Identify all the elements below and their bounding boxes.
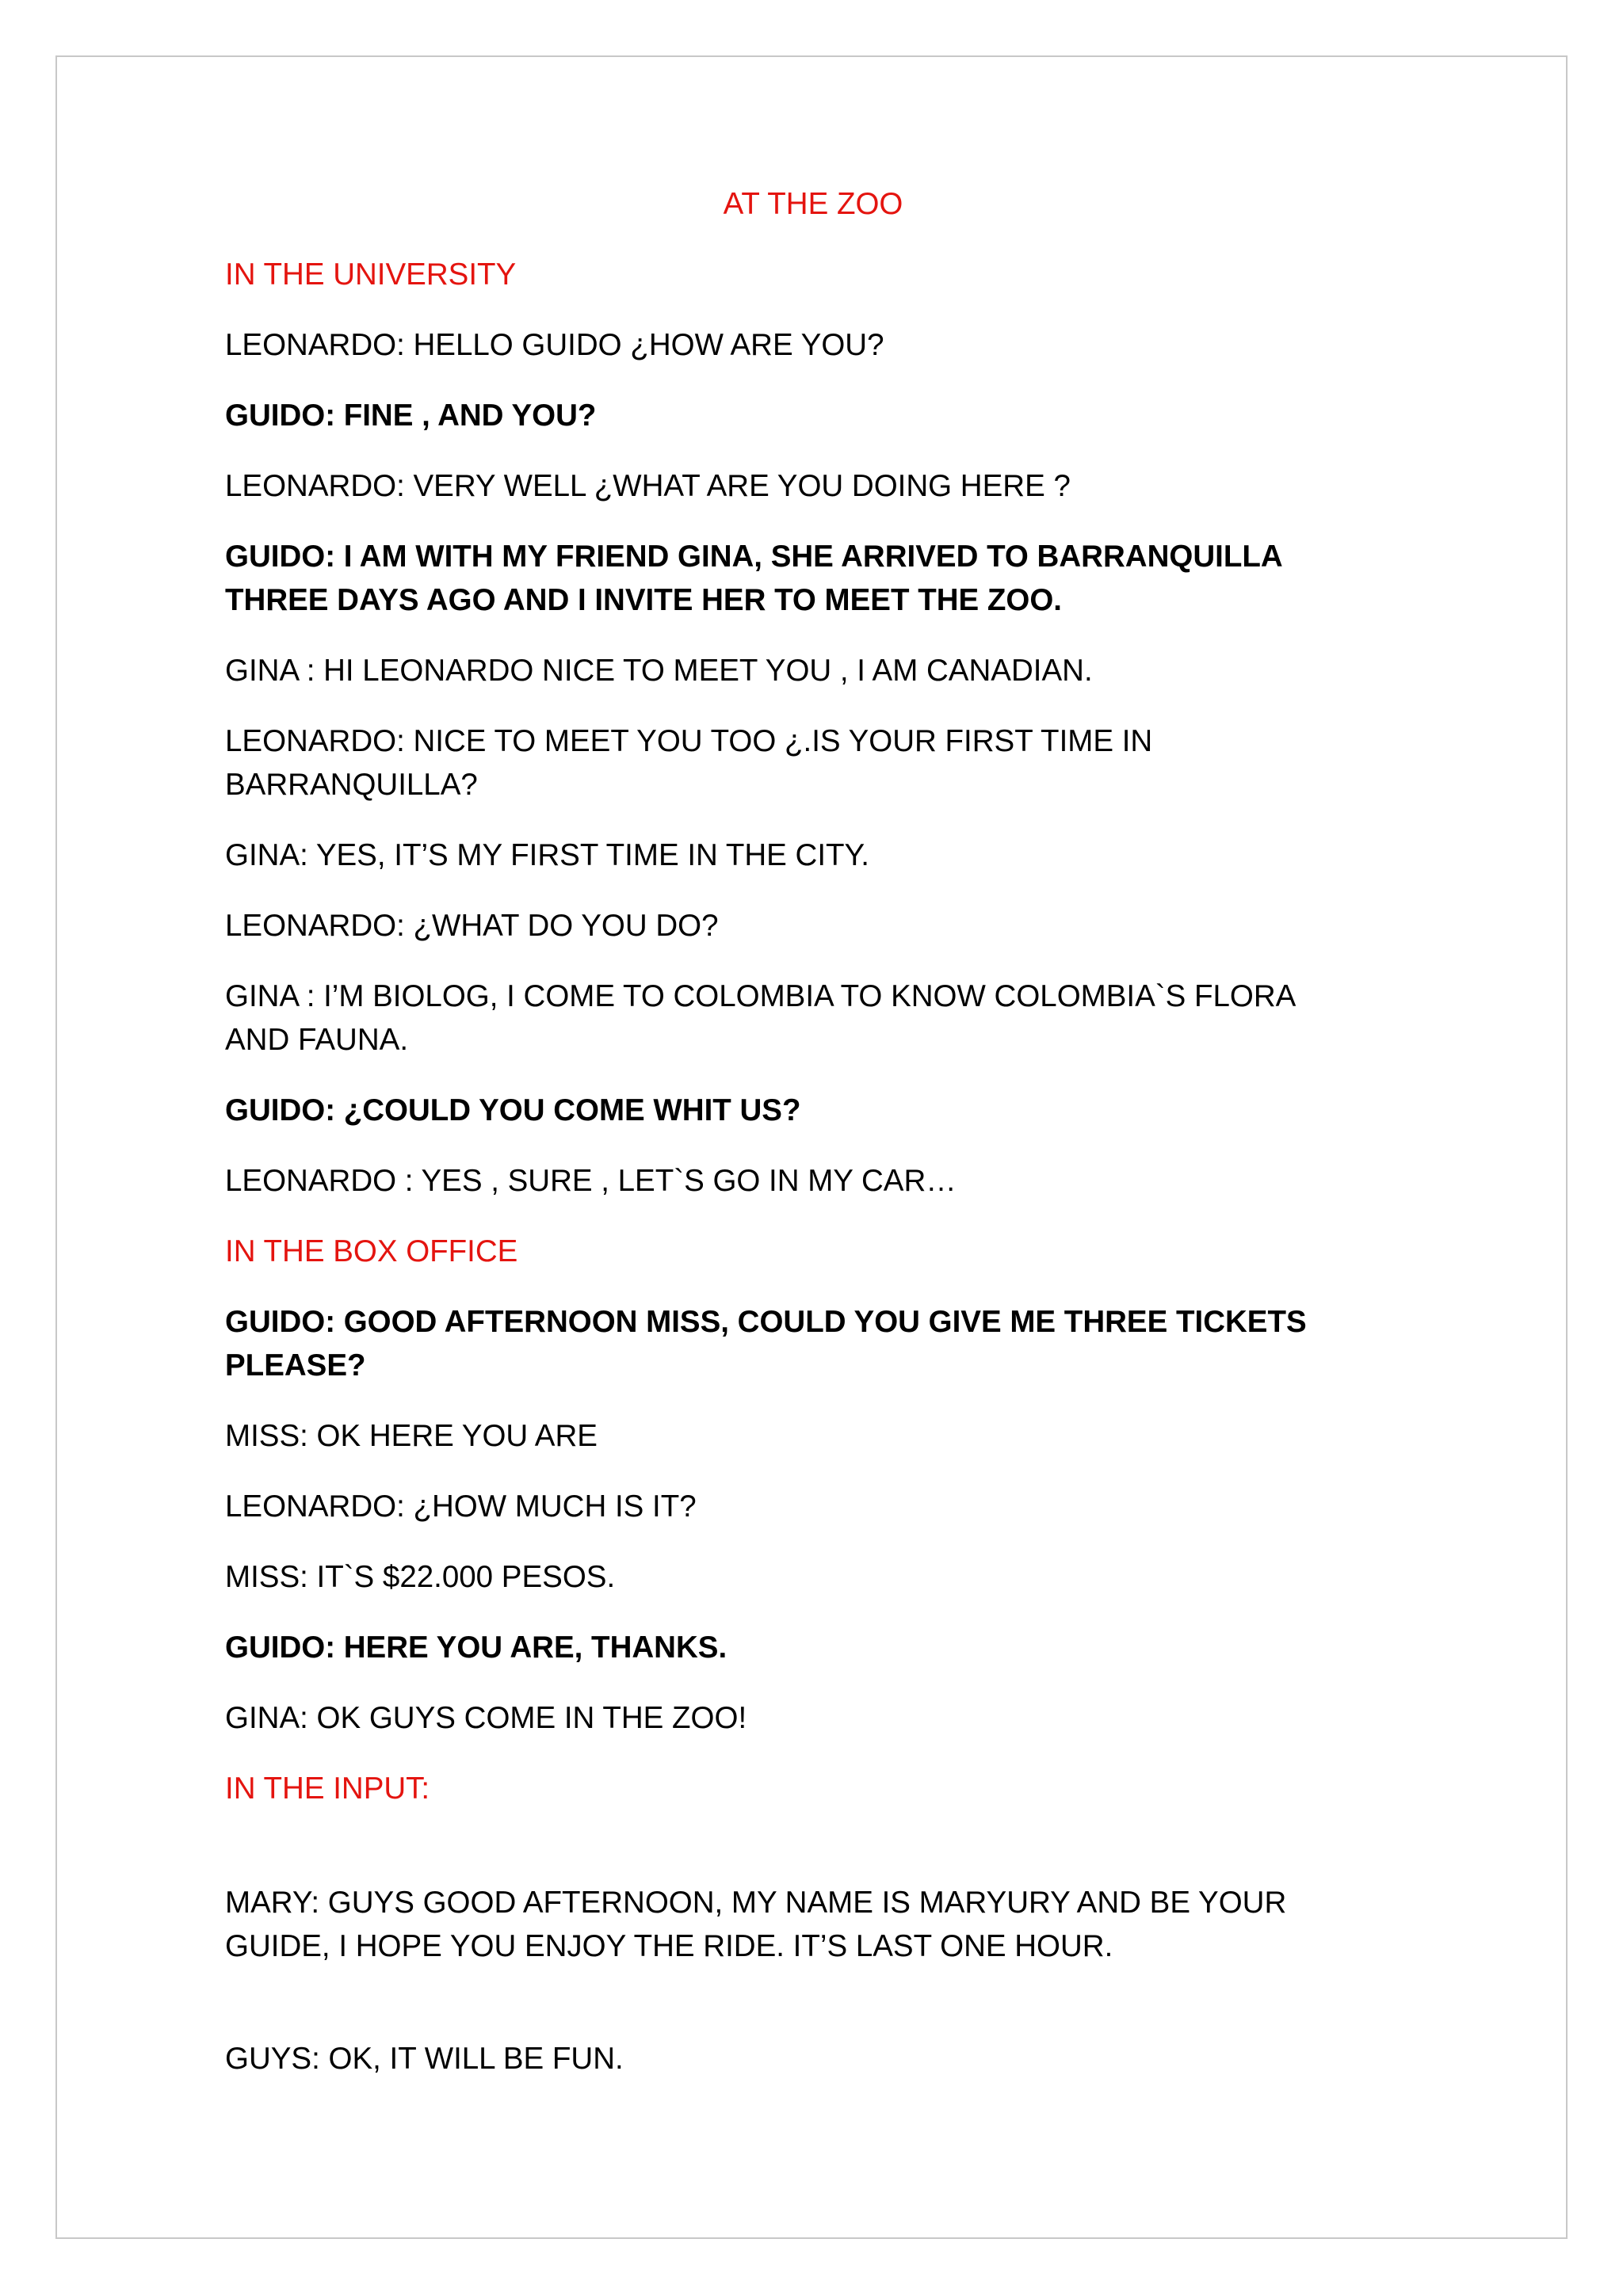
document-page xyxy=(55,55,1568,2239)
dialogue-line: GUIDO: ¿COULD YOU COME WHIT US? xyxy=(225,1093,801,1127)
dialogue-line: GINA : I’M BIOLOG, I COME TO COLOMBIA TO KNOW COLOMBIA`S FLORA xyxy=(225,979,1296,1013)
dialogue-line: GUIDO: GOOD AFTERNOON MISS, COULD YOU GIVE ME THREE TICKETS xyxy=(225,1305,1307,1339)
dialogue-line: LEONARDO: NICE TO MEET YOU TOO ¿.IS YOUR FIRST TIME IN xyxy=(225,724,1153,758)
dialogue-line: THREE DAYS AGO AND I INVITE HER TO MEET THE ZOO. xyxy=(225,583,1063,617)
dialogue-line: GINA: OK GUYS COME IN THE ZOO! xyxy=(225,1701,747,1735)
dialogue-line: GINA: YES, IT’S MY FIRST TIME IN THE CITY. xyxy=(225,838,869,872)
dialogue-line: LEONARDO: ¿HOW MUCH IS IT? xyxy=(225,1489,697,1524)
dialogue-line: MISS: OK HERE YOU ARE xyxy=(225,1419,598,1453)
section-heading: IN THE BOX OFFICE xyxy=(225,1234,518,1268)
section-heading: IN THE UNIVERSITY xyxy=(225,257,517,292)
dialogue-line: MISS: IT`S $22.000 PESOS. xyxy=(225,1560,616,1594)
section-heading: IN THE INPUT: xyxy=(225,1772,430,1806)
dialogue-line: MARY: GUYS GOOD AFTERNOON, MY NAME IS MARYURY AND BE YOUR xyxy=(225,1886,1287,1920)
dialogue-line: BARRANQUILLA? xyxy=(225,768,478,802)
dialogue-line: GUIDO: HERE YOU ARE, THANKS. xyxy=(225,1630,727,1665)
dialogue-line: LEONARDO: VERY WELL ¿WHAT ARE YOU DOING HERE ? xyxy=(225,469,1071,503)
dialogue-line: LEONARDO : YES , SURE , LET`S GO IN MY CAR… xyxy=(225,1164,957,1198)
dialogue-line: LEONARDO: HELLO GUIDO ¿HOW ARE YOU? xyxy=(225,328,884,362)
dialogue-line: GUIDO: I AM WITH MY FRIEND GINA, SHE ARRIVED TO BARRANQUILLA xyxy=(225,540,1283,574)
dialogue-line: AND FAUNA. xyxy=(225,1023,409,1057)
document-title: AT THE ZOO xyxy=(723,187,903,221)
dialogue-line: PLEASE? xyxy=(225,1348,366,1383)
dialogue-line: GUYS: OK, IT WILL BE FUN. xyxy=(225,2042,624,2076)
dialogue-line: GUIDO: FINE , AND YOU? xyxy=(225,399,597,433)
dialogue-line: GINA : HI LEONARDO NICE TO MEET YOU , I AM CANADIAN. xyxy=(225,654,1093,688)
dialogue-line: GUIDE, I HOPE YOU ENJOY THE RIDE. IT’S LAST ONE HOUR. xyxy=(225,1929,1113,1963)
dialogue-line: LEONARDO: ¿WHAT DO YOU DO? xyxy=(225,909,719,943)
